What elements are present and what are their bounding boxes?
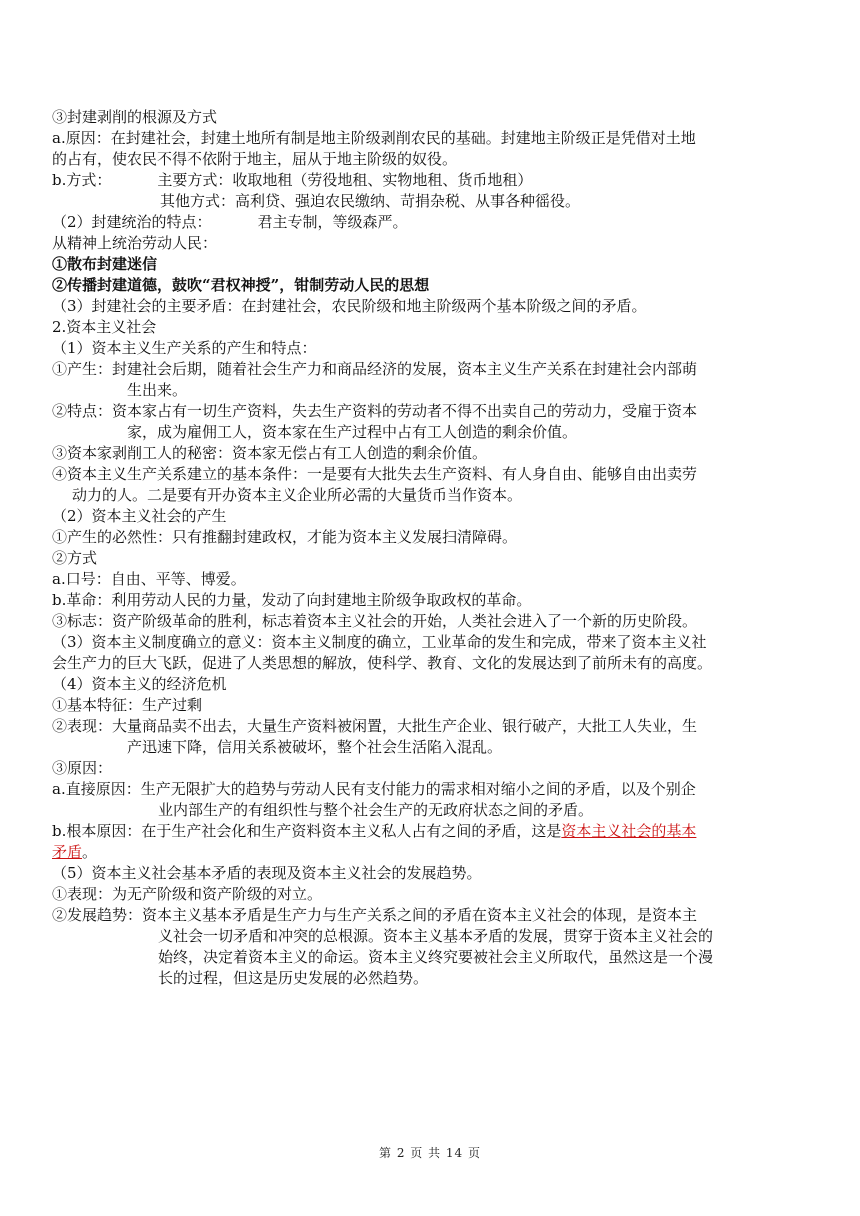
- label: b.方式：: [52, 171, 112, 189]
- text: b.根本原因：在于生产社会化和生产资料资本主义私人占有之间的矛盾，这是: [52, 822, 562, 840]
- list-item: ②传播封建道德，鼓吹“君权神授”，钳制劳动人民的思想: [52, 276, 430, 294]
- paragraph-line: [52, 170, 812, 191]
- subsection-heading: （1）资本主义生产关系的产生和特点：: [52, 339, 317, 357]
- paragraph-line: [52, 842, 812, 863]
- paragraph-line: a.口号：自由、平等、博爱。: [52, 570, 246, 588]
- section-heading: 2.资本主义社会: [52, 318, 157, 336]
- list-item: ①基本特征：生产过剩: [52, 696, 203, 714]
- paragraph-line: [52, 212, 812, 233]
- list-item: ①表现：为无产阶级和资产阶级的对立。: [52, 885, 323, 903]
- paragraph-line: [52, 821, 812, 842]
- list-item-continuation: 动力的人。二是要有开办资本主义企业所必需的大量货币当作资本。: [72, 486, 523, 504]
- paragraph-line: 从精神上统治劳动人民：: [52, 234, 218, 252]
- list-item: ②表现：大量商品卖不出去，大量生产资料被闲置，大批生产企业、银行破产，大批工人失业，生: [52, 717, 698, 735]
- list-item: ①散布封建迷信: [52, 255, 158, 273]
- list-item: ③标志：资产阶级革命的胜利，标志着资本主义社会的开始，人类社会进入了一个新的历史阶段。: [52, 612, 698, 630]
- list-item: ③资本家剥削工人的秘密：资本家无偿占有工人创造的剩余价值。: [52, 444, 488, 462]
- paragraph-line: a.直接原因：生产无限扩大的趋势与劳动人民有支付能力的需求相对缩小之间的矛盾，以及个别企: [52, 780, 696, 798]
- paragraph-line: 的占有，使农民不得不依附于地主，屈从于地主阶级的奴役。: [52, 150, 458, 168]
- list-item: ②方式: [52, 549, 98, 567]
- list-item: ①产生：封建社会后期，随着社会生产力和商品经济的发展，资本主义生产关系在封建社会内部萌: [52, 360, 698, 378]
- list-item-continuation: 产迅速下降，信用关系被破坏，整个社会生活陷入混乱。: [127, 738, 503, 756]
- subsection-heading: （3）资本主义制度确立的意义：资本主义制度的确立，工业革命的发生和完成，带来了资本主义社: [52, 633, 707, 651]
- highlighted-term: 资本主义社会的基本: [561, 822, 697, 840]
- list-item: ①产生的必然性：只有推翻封建政权，才能为资本主义发展扫清障碍。: [52, 528, 518, 546]
- highlighted-term: 矛盾: [52, 843, 83, 861]
- text: 主要方式：收取地租（劳役地租、实物地租、货币地租）: [157, 171, 533, 189]
- paragraph-line: （3）封建社会的主要矛盾：在封建社会，农民阶级和地主阶级两个基本阶级之间的矛盾。: [52, 297, 647, 315]
- paragraph-line: 会生产力的巨大飞跃，促进了人类思想的解放，使科学、教育、文化的发展达到了前所未有的高度。: [52, 654, 713, 672]
- subsection-heading: （4）资本主义的经济危机: [52, 675, 227, 693]
- list-item-continuation: 长的过程，但这是历史发展的必然趋势。: [158, 969, 429, 987]
- text: 君主专制，等级森严。: [257, 213, 408, 231]
- paragraph-line: b.革命：利用劳动人民的力量，发动了向封建地主阶级争取政权的革命。: [52, 591, 532, 609]
- list-item: ③原因：: [52, 759, 113, 777]
- list-item: ②特点：资本家占有一切生产资料，失去生产资料的劳动者不得不出卖自己的劳动力，受雇于资本: [52, 402, 698, 420]
- section-heading: ③封建剥削的根源及方式: [52, 108, 218, 126]
- subsection-heading: （5）资本主义社会基本矛盾的表现及资本主义社会的发展趋势。: [52, 864, 482, 882]
- list-item-continuation: 义社会一切矛盾和冲突的总根源。资本主义基本矛盾的发展，贯穿于资本主义社会的: [158, 927, 714, 945]
- text: 。: [82, 843, 98, 861]
- list-item: ④资本主义生产关系建立的基本条件：一是要有大批失去生产资料、有人身自由、能够自由出卖劳: [52, 465, 698, 483]
- list-item: ②发展趋势：资本主义基本矛盾是生产力与生产关系之间的矛盾在资本主义社会的体现，是资本主: [52, 906, 698, 924]
- list-item-continuation: 始终，决定着资本主义的命运。资本主义终究要被社会主义所取代，虽然这是一个漫: [158, 948, 714, 966]
- page-footer: 第 2 页 共 14 页: [379, 1146, 481, 1160]
- document-body: [52, 107, 812, 989]
- list-item-continuation: 家，成为雇佣工人，资本家在生产过程中占有工人创造的剩余价值。: [127, 423, 578, 441]
- label: （2）封建统治的特点：: [52, 213, 212, 231]
- subsection-heading: （2）资本主义社会的产生: [52, 507, 227, 525]
- paragraph-line: 业内部生产的有组织性与整个社会生产的无政府状态之间的矛盾。: [158, 801, 594, 819]
- paragraph-line: 其他方式：高利贷、强迫农民缴纳、苛捐杂税、从事各种徭役。: [160, 192, 581, 210]
- list-item-continuation: 生出来。: [127, 381, 188, 399]
- paragraph-line: a.原因：在封建社会，封建土地所有制是地主阶级剥削农民的基础。封建地主阶级正是凭借对土地: [52, 129, 696, 147]
